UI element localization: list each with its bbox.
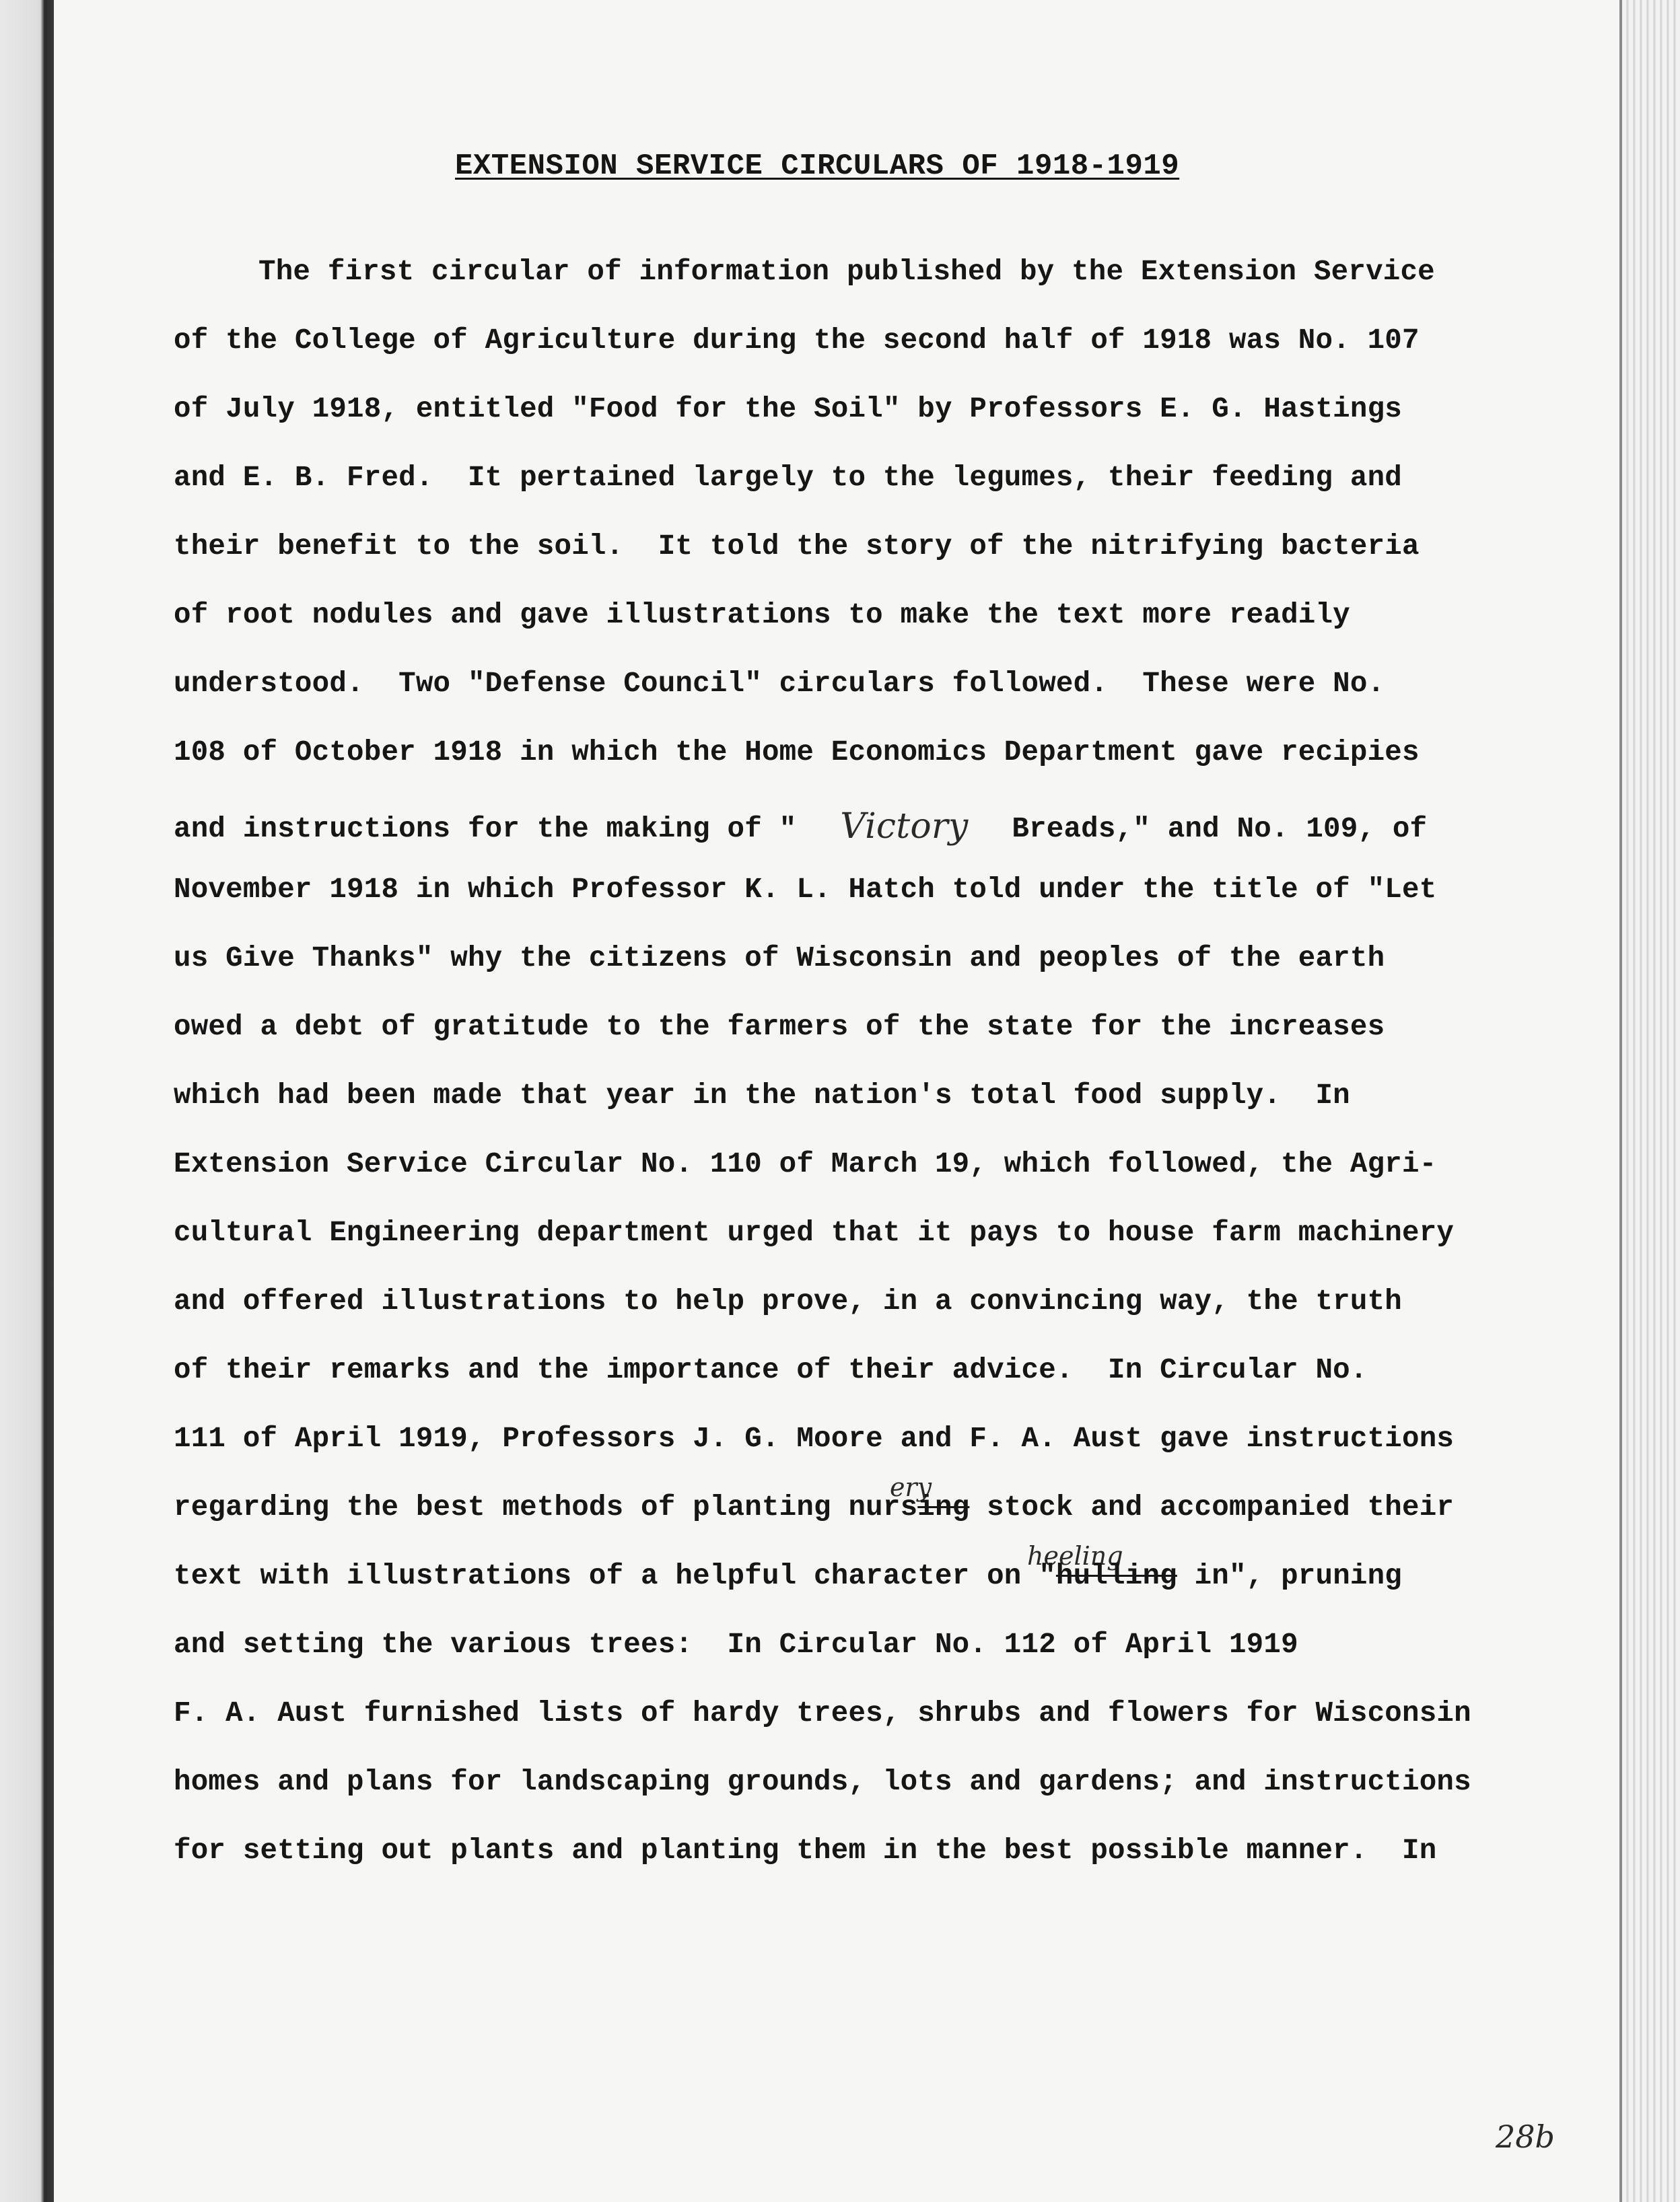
text-line: and E. B. Fred. It pertained largely to the legumes, their feeding and bbox=[174, 462, 1402, 494]
document-title: EXTENSION SERVICE CIRCULARS OF 1918-1919 bbox=[455, 149, 1180, 183]
text-line: homes and plans for landscaping grounds, lots and gardens; and instructions bbox=[174, 1766, 1471, 1798]
scan-right-edge bbox=[1622, 0, 1680, 2202]
handwritten-correction: ery bbox=[890, 1472, 932, 1502]
text-line: their benefit to the soil. It told the story of the nitrifying bacteria bbox=[174, 530, 1420, 563]
text-line: of the College of Agriculture during the second half of 1918 was No. 107 bbox=[174, 324, 1420, 357]
text-line: Extension Service Circular No. 110 of March 19, which followed, the Agri- bbox=[174, 1148, 1437, 1180]
struck-text: ing bbox=[917, 1491, 970, 1524]
text-segment: regarding the best methods of planting nurs bbox=[174, 1491, 918, 1524]
text-line: The first circular of information published by the Extension Service bbox=[258, 256, 1435, 288]
text-line: for setting out plants and planting them in the best possible manner. In bbox=[174, 1835, 1437, 1867]
text-line: 111 of April 1919, Professors J. G. Moore and F. A. Aust gave instructions bbox=[174, 1423, 1455, 1455]
scan-left-edge bbox=[0, 0, 54, 2202]
handwritten-correction: heeling bbox=[1027, 1541, 1123, 1571]
text-line: 108 of October 1918 in which the Home Economics Department gave recipies bbox=[174, 736, 1420, 769]
page-number: 28b bbox=[1496, 2119, 1555, 2155]
text-line bbox=[174, 1491, 1454, 1524]
text-line: F. A. Aust furnished lists of hardy trees, shrubs and flowers for Wisconsin bbox=[174, 1697, 1471, 1730]
text-line: owed a debt of gratitude to the farmers of the state for the increases bbox=[174, 1011, 1385, 1043]
text-line: understood. Two "Defense Council" circulars followed. These were No. bbox=[174, 668, 1385, 700]
text-line: November 1918 in which Professor K. L. Hatch told under the title of "Let bbox=[174, 874, 1437, 906]
text-line: and setting the various trees: In Circular No. 112 of April 1919 bbox=[174, 1629, 1298, 1661]
text-line: of their remarks and the importance of their advice. In Circular No. bbox=[174, 1354, 1368, 1386]
text-line: which had been made that year in the nation's total food supply. In bbox=[174, 1079, 1350, 1112]
text-line: of root nodules and gave illustrations to make the text more readily bbox=[174, 599, 1350, 631]
text-line: us Give Thanks" why the citizens of Wisconsin and peoples of the earth bbox=[174, 942, 1385, 974]
text-segment: in", pruning bbox=[1177, 1560, 1403, 1592]
text-segment: stock and accompanied their bbox=[969, 1491, 1455, 1524]
text-line bbox=[174, 805, 1427, 845]
text-line bbox=[174, 1560, 1402, 1592]
text-line: cultural Engineering department urged that it pays to house farm machinery bbox=[174, 1217, 1455, 1249]
text-line: of July 1918, entitled "Food for the Soil" by Professors E. G. Hastings bbox=[174, 393, 1402, 425]
struck-text: hulling bbox=[1055, 1560, 1177, 1592]
text-segment: and instructions for the making of " bbox=[174, 813, 797, 845]
handwritten-insert: Victory bbox=[840, 806, 969, 847]
text-segment: text with illustrations of a helpful character on " bbox=[174, 1560, 1056, 1592]
text-segment: Breads," and No. 109, of bbox=[1012, 813, 1428, 845]
text-line: and offered illustrations to help prove, in a convincing way, the truth bbox=[174, 1285, 1402, 1318]
